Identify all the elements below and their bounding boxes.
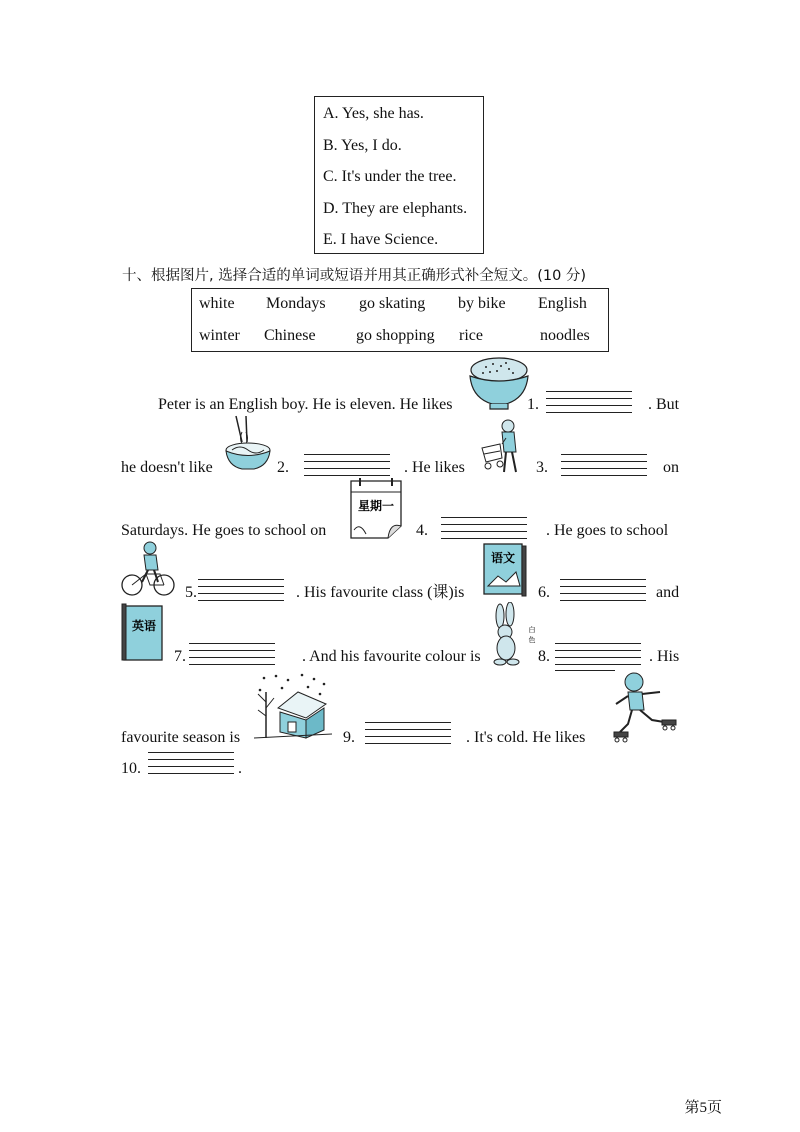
- option-d: D. They are elephants.: [323, 200, 468, 217]
- winter-house-icon: [254, 672, 332, 740]
- blank-number: 6.: [538, 584, 550, 601]
- option-b: B. Yes, I do.: [323, 137, 402, 154]
- word-bank-item: white: [199, 295, 235, 312]
- blank-number: 10.: [121, 760, 141, 777]
- option-e: E. I have Science.: [323, 231, 439, 248]
- passage-text: . His favourite class (课)is: [296, 584, 465, 601]
- answer-blank-3[interactable]: [561, 454, 647, 476]
- passage-text: on: [663, 459, 679, 476]
- skating-boy-icon: [608, 670, 680, 744]
- section-heading: 十、根据图片, 选择合适的单词或短语并用其正确形式补全短文。(10 分): [122, 268, 587, 284]
- answer-blank-5[interactable]: [198, 579, 284, 601]
- english-book-icon: [120, 602, 166, 662]
- passage-text: Peter is an English boy. He is eleven. He likes: [158, 396, 453, 413]
- word-bank-item: winter: [199, 327, 240, 344]
- answer-blank-10[interactable]: [148, 752, 234, 774]
- passage-text: favourite season is: [121, 729, 241, 746]
- blank-number: 2.: [277, 459, 289, 476]
- word-bank-item: by bike: [458, 295, 506, 312]
- calendar-label: 星期一: [357, 499, 395, 513]
- rice-bowl-icon: [466, 354, 532, 412]
- blank-number: 4.: [416, 522, 428, 539]
- word-bank-item: Chinese: [264, 327, 316, 344]
- word-bank-item: Mondays: [266, 295, 326, 312]
- blank-number: 1.: [527, 396, 539, 413]
- word-bank-item: go shopping: [356, 327, 435, 344]
- answer-blank-6[interactable]: [560, 579, 646, 601]
- answer-blank-4[interactable]: [441, 517, 527, 539]
- answer-blank-2[interactable]: [304, 454, 390, 476]
- white-label: 色: [528, 636, 536, 644]
- noodles-bowl-icon: [222, 414, 274, 474]
- english-book-label: 英语: [131, 619, 157, 633]
- bike-boy-icon: [120, 540, 176, 598]
- answer-blank-9[interactable]: [365, 722, 451, 744]
- chinese-book-icon: [482, 542, 528, 598]
- word-bank-box: [191, 288, 609, 352]
- page-number: 第5页: [684, 1100, 722, 1116]
- white-label: 白: [528, 626, 536, 634]
- blank-number: 8.: [538, 648, 550, 665]
- answer-blank-7[interactable]: [189, 643, 275, 665]
- word-bank-item: go skating: [359, 295, 426, 312]
- answer-blank-8[interactable]: [555, 643, 641, 671]
- blank-number: 5.: [185, 584, 197, 601]
- passage-text: . It's cold. He likes: [466, 729, 586, 746]
- passage-text: . But: [648, 396, 680, 413]
- word-bank-item: noodles: [540, 327, 590, 344]
- blank-number: 7.: [174, 648, 186, 665]
- passage-text: . And his favourite colour is: [302, 648, 481, 665]
- passage-text: . His: [649, 648, 680, 665]
- passage-text: . He likes: [404, 459, 465, 476]
- answer-options-box: [314, 96, 484, 254]
- passage-text: and: [656, 584, 680, 601]
- option-c: C. It's under the tree.: [323, 168, 457, 185]
- passage-text: Saturdays. He goes to school on: [121, 522, 327, 539]
- calendar-icon: [348, 478, 404, 540]
- word-bank-item: rice: [459, 327, 483, 344]
- passage-text: .: [238, 760, 242, 777]
- word-bank-item: English: [538, 295, 587, 312]
- chinese-book-label: 语文: [490, 551, 516, 565]
- answer-blank-1[interactable]: [546, 391, 632, 413]
- white-rabbit-icon: [486, 602, 542, 668]
- blank-number: 9.: [343, 729, 355, 746]
- passage-text: . He goes to school: [546, 522, 669, 539]
- blank-number: 3.: [536, 459, 548, 476]
- option-a: A. Yes, she has.: [323, 105, 424, 122]
- passage-text: he doesn't like: [121, 459, 213, 476]
- shopping-person-icon: [478, 418, 524, 474]
